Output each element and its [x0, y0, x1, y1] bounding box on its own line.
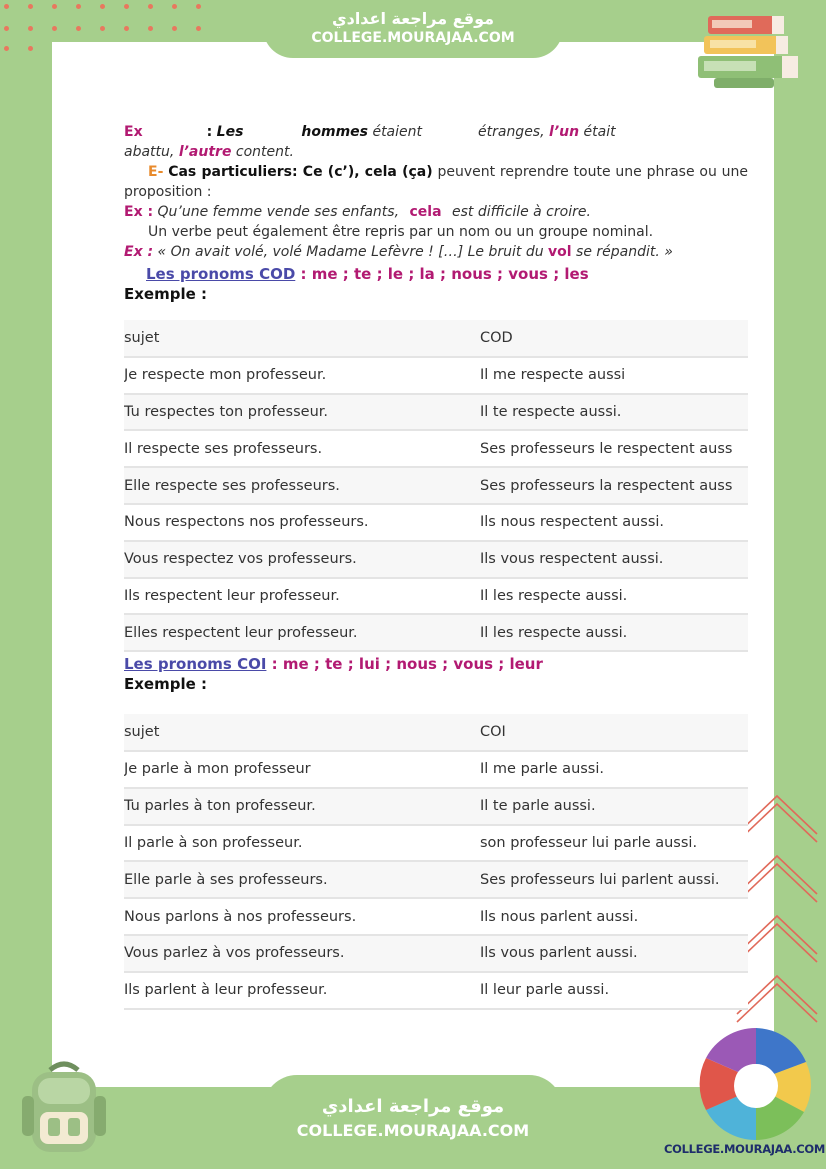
table-row: Elle parle à ses professeurs. Ses professeurs lui parlent aussi. [124, 861, 748, 898]
table-row: Il parle à son professeur. son professeur lui parle aussi. [124, 825, 748, 862]
table-row: Tu respectes ton professeur. Il te respecte aussi. [124, 394, 748, 431]
table-header-row [124, 320, 748, 357]
table-row: Elle respecte ses professeurs. Ses professeurs la respectent auss [124, 467, 748, 504]
table-row: Vous parlez à vos professeurs. Ils vous parlent aussi. [124, 935, 748, 972]
site-banner-bottom [263, 1075, 563, 1169]
site-url[interactable]: COLLEGE.MOURAJAA.COM [296, 1121, 530, 1140]
coi-heading: Les pronoms COI : me ; te ; lui ; nous ; vous ; leur [124, 655, 543, 674]
table-header-cell: COI [480, 714, 748, 751]
cod-heading: Les pronoms COD : me ; te ; le ; la ; nous ; vous ; les [146, 265, 589, 283]
coi-table [124, 714, 748, 1009]
table-row: Elles respectent leur professeur. Il les respecte aussi. [124, 614, 748, 651]
site-name-arabic: موقع مراجعة اعدادي [331, 9, 495, 28]
table-row: Tu parles à ton professeur. Il te parle aussi. [124, 788, 748, 825]
example-3: Ex : « On avait volé, volé Madame Lefèvre ! […] Le bruit du vol se répandit. » [124, 244, 673, 260]
verbe-paragraph: Un verbe peut également être repris par un nom ou un groupe nominal. [148, 224, 654, 240]
cod-table [124, 320, 748, 652]
table-row: Nous respectons nos professeurs. Ils nous respectent aussi. [124, 504, 748, 541]
site-url[interactable]: COLLEGE.MOURAJAA.COM [311, 30, 515, 46]
example-2: Ex : Qu’une femme vende ses enfants, cela est difficile à croire. [124, 204, 591, 220]
lesson-content [124, 118, 748, 1010]
site-name-arabic: موقع مراجعة اعدادي [321, 1096, 505, 1117]
cas-particuliers: E- Cas particuliers: Ce (c’), cela (ça) peuvent reprendre toute une phrase ou une proposition : [124, 164, 749, 200]
exemple-label: Exemple : [124, 675, 207, 694]
table-row: Nous parlons à nos professeurs. Ils nous parlent aussi. [124, 898, 748, 935]
footer-logo-text: COLLEGE.MOURAJAA.COM [664, 1142, 826, 1156]
table-row: Je respecte mon professeur. Il me respecte aussi [124, 357, 748, 394]
example-1: Ex : Les hommes étaient étranges, l’un était abattu, l’autre content. [124, 124, 616, 160]
backpack-icon [14, 1056, 114, 1156]
exemple-label: Exemple : [124, 285, 207, 303]
table-header-row [124, 714, 748, 751]
coi-link[interactable]: Les pronoms COI [124, 655, 267, 674]
books-icon [694, 12, 804, 94]
school-wheel-icon [694, 1024, 818, 1142]
cod-link[interactable]: Les pronoms COD [146, 265, 296, 283]
table-row: Ils respectent leur professeur. Il les respecte aussi. [124, 578, 748, 615]
site-banner-top [263, 0, 563, 58]
table-header-cell: COD [480, 320, 748, 357]
table-header-cell: sujet [124, 714, 480, 751]
table-row: Je parle à mon professeur Il me parle aussi. [124, 751, 748, 788]
table-header-cell: sujet [124, 320, 480, 357]
table-row: Vous respectez vos professeurs. Ils vous respectent aussi. [124, 541, 748, 578]
table-row: Il respecte ses professeurs. Ses professeurs le respectent auss [124, 430, 748, 467]
table-row: Ils parlent à leur professeur. Il leur parle aussi. [124, 972, 748, 1009]
